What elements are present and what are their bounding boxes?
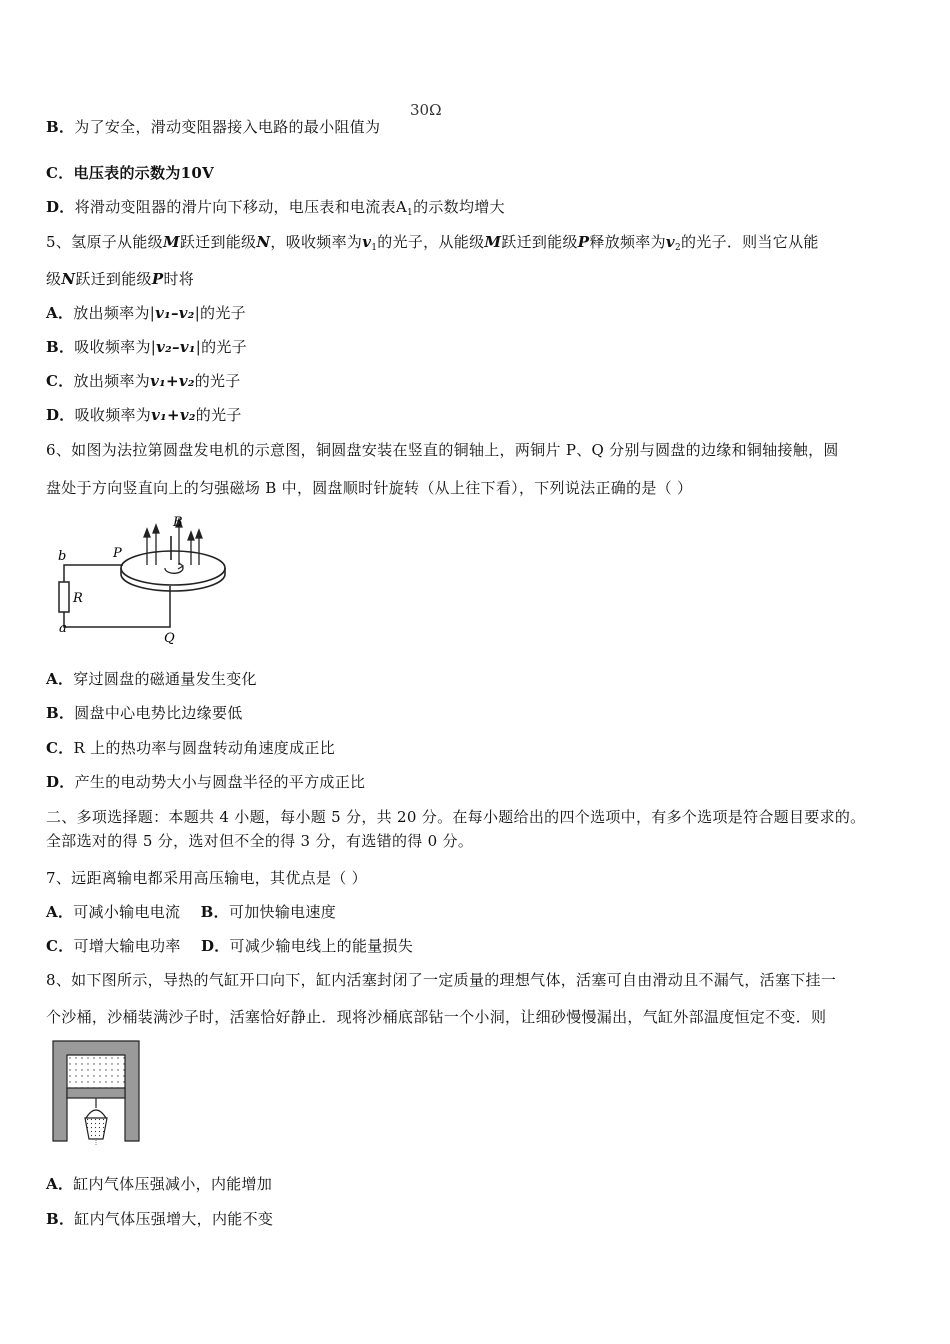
q6-option-d: D．产生的电动势大小与圆盘半径的平方成正比 (46, 773, 366, 791)
sand-bucket (85, 1118, 107, 1139)
faraday-disc-diagram (50, 510, 235, 645)
q6-option-a: A．穿过圆盘的磁通量发生变化 (46, 670, 257, 688)
q8-stem-line1: 8、如下图所示，导热的气缸开口向下，缸内活塞封闭了一定质量的理想气体，活塞可自由滑动且不漏气，活塞下挂一 (46, 971, 837, 989)
resistance-value: 30Ω (410, 101, 442, 119)
q5-stem-line1: 5、氢原子从能级M跃迁到能级N，吸收频率为$v_1$的光子，从能级M跃迁到能级P释放频率为$v_2$的光子．则当它从能 (46, 233, 819, 253)
svg-text:Q: Q (164, 631, 175, 645)
q6-option-b: B．圆盘中心电势比边缘要低 (46, 704, 243, 722)
q5-option-b: B．吸收频率为|v₂–v₁|的光子 (46, 338, 247, 356)
q8-stem-line2: 个沙桶，沙桶装满沙子时，活塞恰好静止．现将沙桶底部钻一个小洞，让细砂慢慢漏出，气缸外部温度恒定不变．则 (46, 1008, 827, 1026)
section2-line2: 全部选对的得 5 分，选对但不全的得 3 分，有选错的得 0 分。 (46, 832, 474, 850)
bucket-handle (86, 1110, 106, 1118)
q6-option-c: C．R 上的热功率与圆盘转动角速度成正比 (46, 739, 336, 757)
section2-line1: 二、多项选择题：本题共 4 小题，每小题 5 分，共 20 分。在每小题给出的四个选项中，有多个选项是符合题目要求的。 (46, 808, 866, 826)
resistor (59, 582, 69, 612)
q6-stem-line1: 6、如图为法拉第圆盘发电机的示意图，铜圆盘安装在竖直的铜轴上，两铜片 P、Q 分别与圆盘的边缘和铜轴接触，圆 (46, 441, 839, 459)
svg-text:P: P (113, 546, 122, 561)
q8-option-a: A．缸内气体压强减小，内能增加 (46, 1175, 273, 1193)
q7-stem: 7、远距离输电都采用高压输电，其优点是（ ） (46, 869, 367, 887)
q5-option-c: C．放出频率为v₁+v₂的光子 (46, 372, 241, 390)
option-b-prev: B．为了安全，滑动变阻器接入电路的最小阻值为 (46, 118, 381, 136)
q6-stem-line2: 盘处于方向竖直向上的匀强磁场 B 中，圆盘顺时针旋转（从上往下看），下列说法正确的是（ ） (46, 479, 693, 497)
svg-text:R: R (73, 591, 83, 606)
cylinder-diagram (50, 1038, 145, 1150)
q5-option-a: A．放出频率为|v₁–v₂|的光子 (46, 304, 246, 322)
q5-option-d: D．吸收频率为v₁+v₂的光子 (46, 406, 242, 424)
piston (67, 1088, 125, 1098)
option-c-prev: C．电压表的示数为10V (46, 164, 215, 182)
q5-stem-line2: 级N跃迁到能级P时将 (46, 270, 195, 288)
q8-option-b: B．缸内气体压强增大，内能不变 (46, 1210, 274, 1228)
svg-text:a: a (59, 621, 67, 636)
svg-text:b: b (58, 549, 67, 564)
disc-top (121, 551, 225, 585)
gas (67, 1055, 125, 1088)
q7-options-ab: A．可减小输电电流 B．可加快输电速度 (46, 903, 337, 921)
q7-options-cd: C．可增大输电功率 D．可减少输电线上的能量损失 (46, 937, 414, 955)
wire-top (64, 565, 123, 582)
option-d-prev: D．将滑动变阻器的滑片向下移动，电压表和电流表$A_1$的示数均增大 (46, 198, 505, 218)
svg-text:B: B (173, 515, 183, 530)
